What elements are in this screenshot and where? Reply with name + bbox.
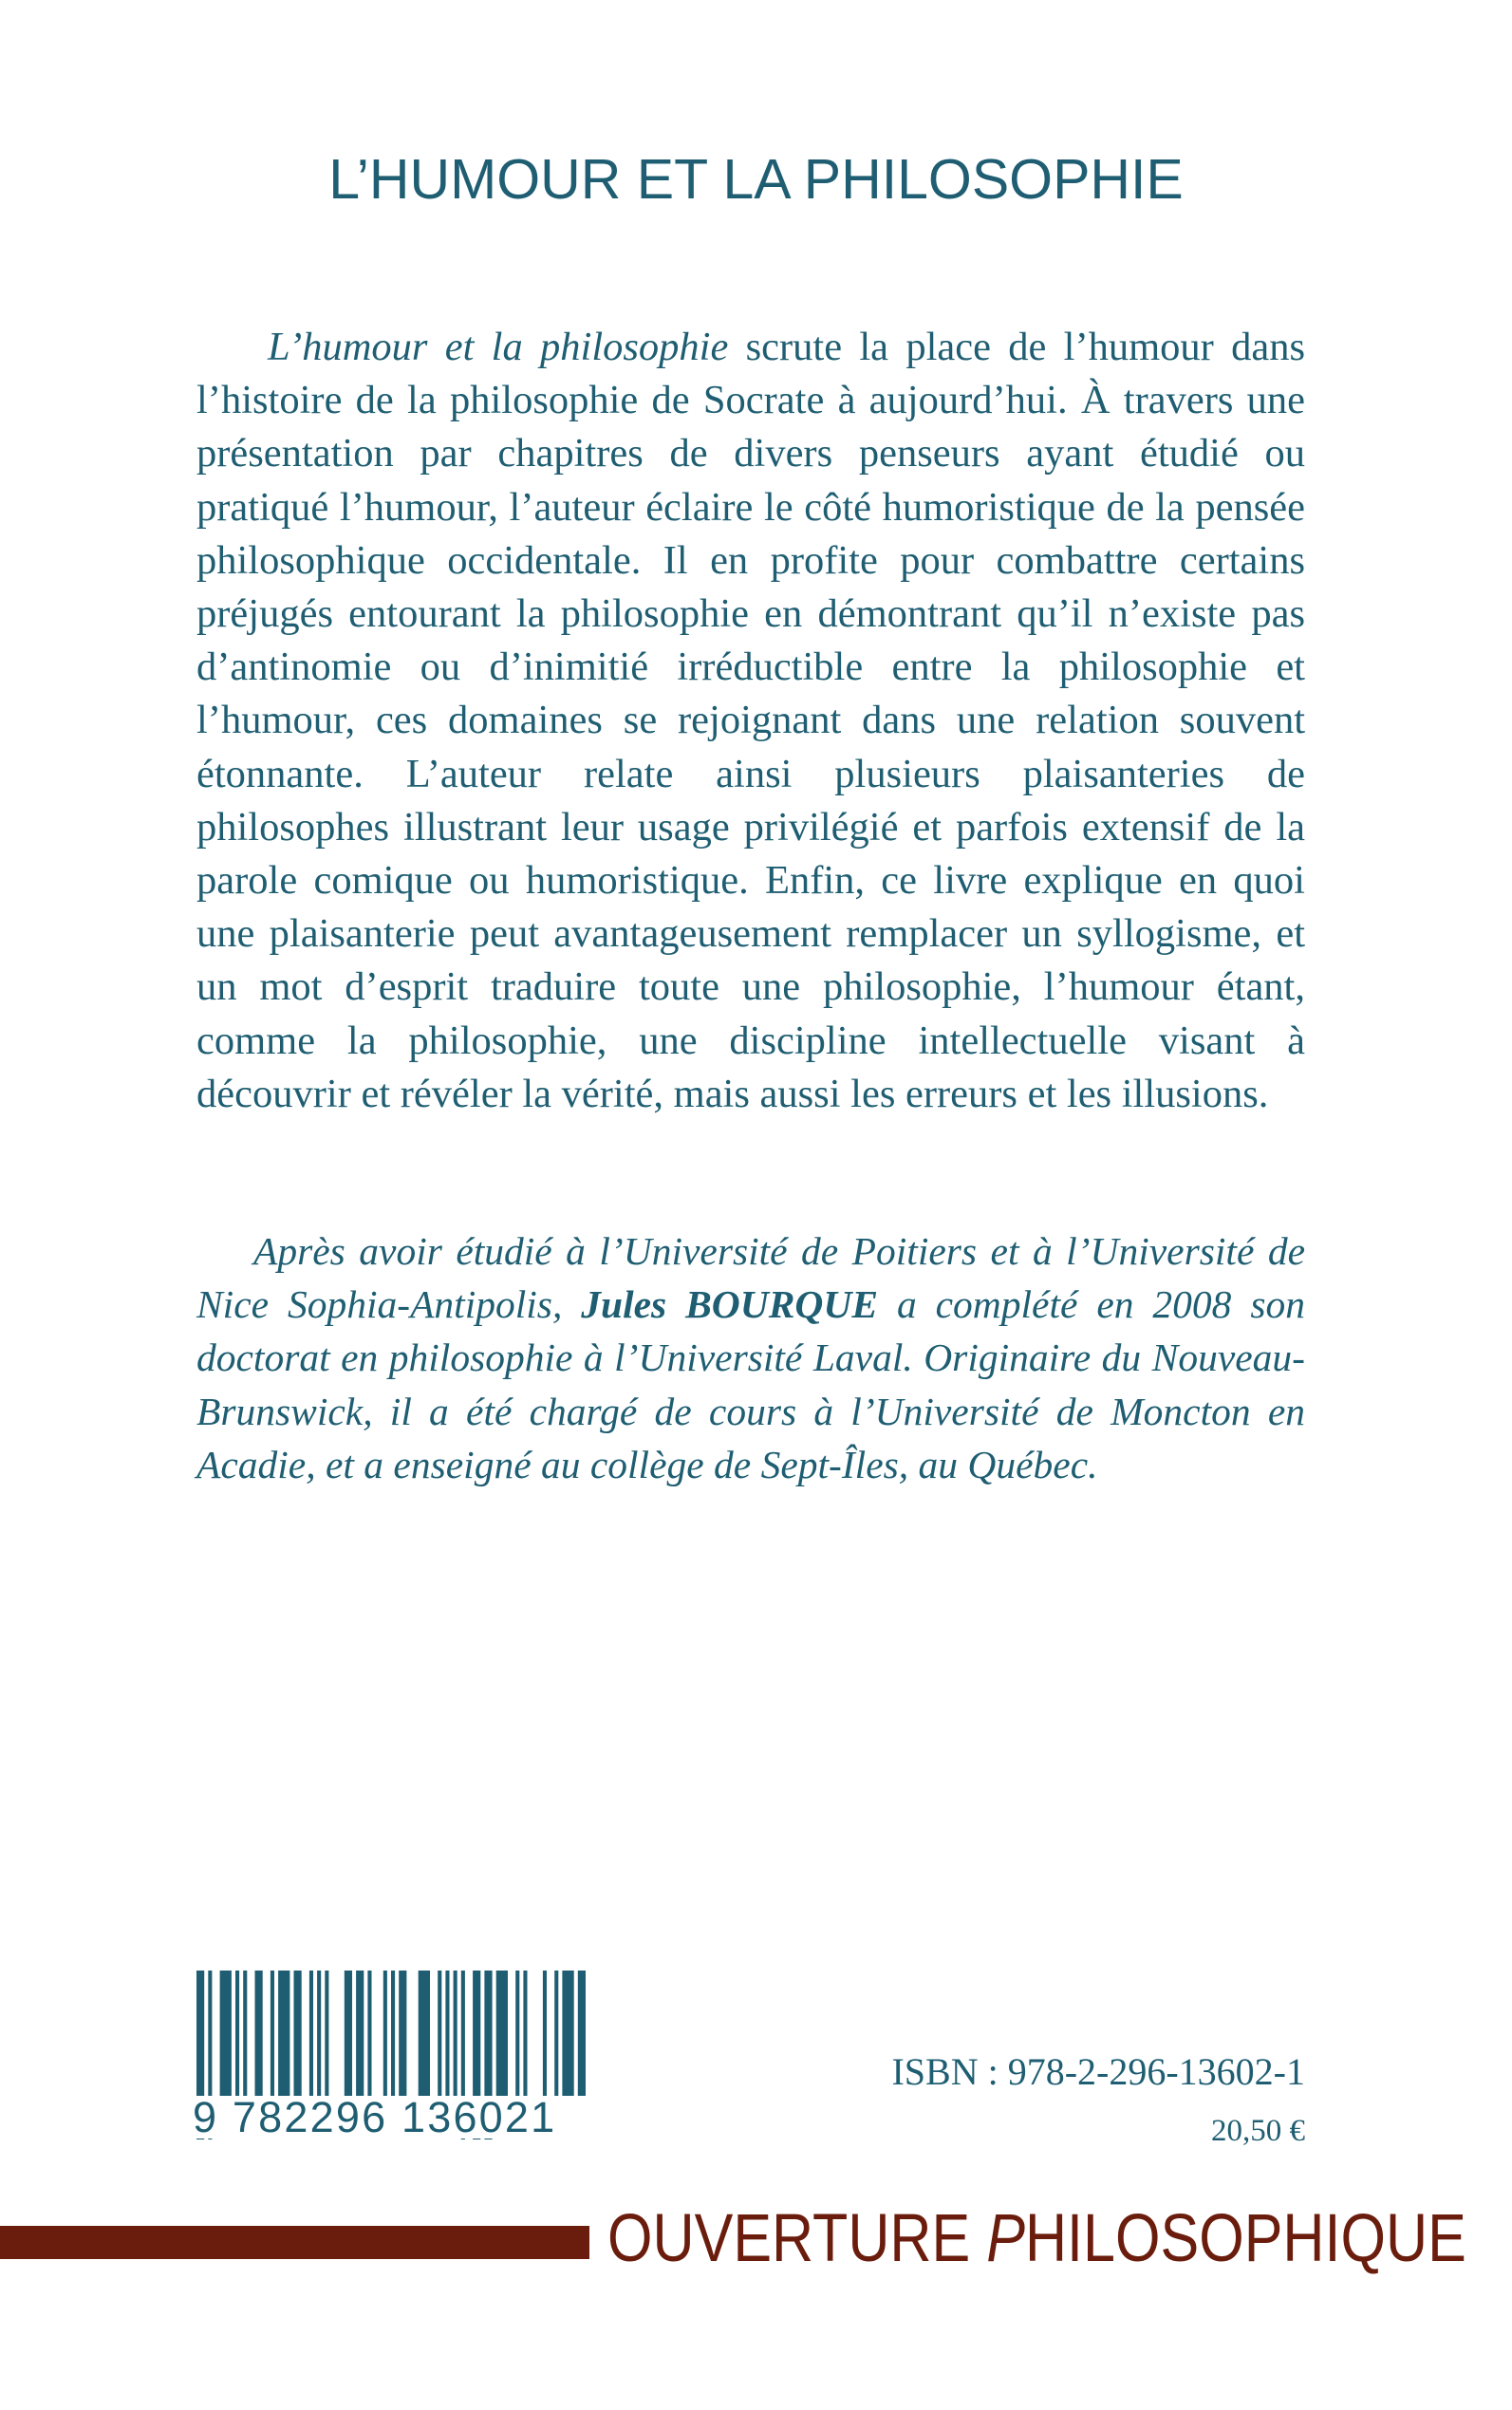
summary-paragraph (196, 321, 1305, 1121)
bio-text-after: a complété en 2008 son doctorat en philosophie à l’Université Laval. Originaire du Nouveau-Brunswick, il a été chargé de cours à l’Université de Moncton en Acadie, et a enseigné au collège de Sept-Îles, au Québec. (196, 1282, 1305, 1486)
price: 20,50 € (1211, 2114, 1305, 2148)
barcode-bar (235, 1971, 239, 2113)
barcode-bar (391, 1971, 395, 2113)
author-name: Jules BOURQUE (581, 1282, 879, 1327)
barcode-bar (356, 1971, 364, 2113)
barcode-bar (554, 1971, 558, 2113)
barcode-bar (419, 1971, 430, 2113)
barcode-bar (578, 1971, 586, 2113)
author-bio (196, 1224, 1305, 1491)
barcode-bar (271, 1971, 274, 2113)
summary-book-title: L’humour et la philosophie (268, 325, 729, 369)
collection-part2: HILOSOPHIQUE (1024, 2201, 1466, 2276)
barcode-bar (243, 1971, 247, 2113)
barcode-bar (515, 1971, 519, 2113)
barcode-bar (438, 1971, 441, 2113)
book-title: L’HUMOUR ET LA PHILOSOPHIE (328, 148, 1184, 211)
barcode-bar (562, 1971, 573, 2113)
isbn: ISBN : 978-2-296-13602-1 (891, 2050, 1305, 2093)
barcode-bar (523, 1971, 527, 2113)
summary-text: scrute la place de l’humour dans l’histoire de la philosophie de Socrate à aujourd’hui. À travers une présentation par chapitres de divers penseurs ayant étudié ou pratiqué l’humour, l’auteur éclaire le côté humoristique de la pensée philosophique occidentale. Il en profite pour combattre certains préjugés entourant la philosophie en démontrant qu’il n’existe pas d’antinomie ou d’inimitié irréductible entre la philosophie et l’humour, ces domaines se rejoignant dans une relation souvent étonnante. L’auteur relate ainsi plusieurs plaisanteries de philosophes illustrant leur usage privilégié et parfois extensif de la parole comique ou humoristique. Enfin, ce livre explique en quoi une plaisanterie peut avantageusement remplacer un syllogisme, et un mot d’esprit traduire toute une philosophie, l’humour étant, comme la philosophie, une discipline intellectuelle visant à découvrir et révéler la vérité, mais aussi les erreurs et les illusions. (196, 325, 1305, 1116)
barcode-bar (445, 1971, 449, 2113)
barcode-bar (543, 1971, 547, 2113)
barcode-bar (317, 1971, 321, 2113)
barcode-bar (294, 1971, 302, 2113)
collection-band (0, 2226, 589, 2259)
barcode-bar (309, 1971, 313, 2113)
bio-text-before: Après avoir étudié à l’Université de Poitiers et à l’Université de Nice Sophia-Antipolis, (196, 1229, 1305, 1327)
barcode-bar (496, 1971, 508, 2113)
barcode-bar (383, 1971, 387, 2113)
barcode-bar (454, 1971, 457, 2113)
barcode-bar (325, 1971, 328, 2113)
barcode-bar (399, 1971, 406, 2113)
barcode-bar (345, 1971, 352, 2113)
barcode-bar (220, 1971, 232, 2113)
barcode-bar (255, 1971, 263, 2113)
collection-name (607, 2201, 1466, 2276)
barcode-bar (278, 1971, 289, 2113)
collection-initial: P (986, 2201, 1025, 2276)
collection-part1: OUVERTURE (607, 2201, 987, 2276)
barcode-bar (367, 1971, 371, 2113)
barcode-digits: 9 782296 136021 (193, 2096, 601, 2139)
